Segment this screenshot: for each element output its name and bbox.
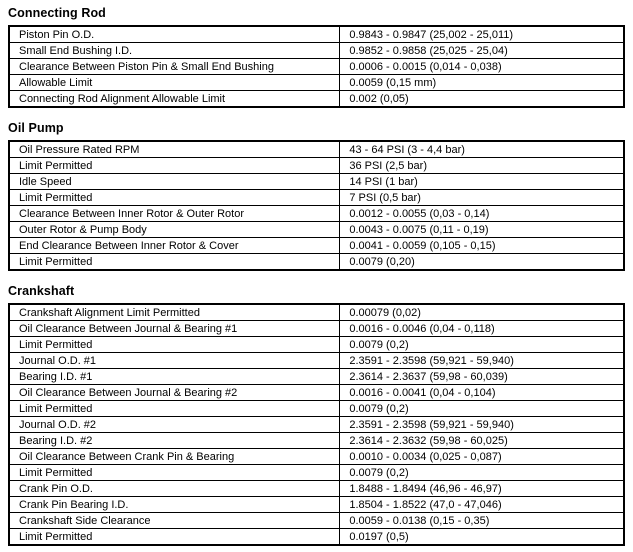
- spec-value: 0.0079 (0,2): [340, 465, 624, 481]
- spec-label: Clearance Between Inner Rotor & Outer Rotor: [9, 206, 340, 222]
- spec-label: Journal O.D. #1: [9, 353, 340, 369]
- table-row: [9, 417, 624, 433]
- spec-label: Bearing I.D. #2: [9, 433, 340, 449]
- section-title-crankshaft: Crankshaft: [8, 284, 75, 298]
- spec-value: 36 PSI (2,5 bar): [340, 158, 624, 174]
- spec-value: 0.0059 (0,15 mm): [340, 75, 624, 91]
- spec-value: 43 - 64 PSI (3 - 4,4 bar): [340, 141, 624, 158]
- spec-label: Clearance Between Piston Pin & Small End Bushing: [9, 59, 340, 75]
- spec-value: 0.0016 - 0.0046 (0,04 - 0,118): [340, 321, 624, 337]
- spec-value: 1.8504 - 1.8522 (47,0 - 47,046): [340, 497, 624, 513]
- spec-value: 0.0010 - 0.0034 (0,025 - 0,087): [340, 449, 624, 465]
- oil-pump-spec-table: [8, 140, 625, 271]
- table-row: [9, 401, 624, 417]
- spec-value: 2.3591 - 2.3598 (59,921 - 59,940): [340, 353, 624, 369]
- spec-label: Limit Permitted: [9, 401, 340, 417]
- section-title-connecting-rod: Connecting Rod: [8, 6, 106, 20]
- table-row: [9, 190, 624, 206]
- spec-value: 0.9843 - 0.9847 (25,002 - 25,011): [340, 26, 624, 43]
- table-row: [9, 353, 624, 369]
- spec-value: 0.0016 - 0.0041 (0,04 - 0,104): [340, 385, 624, 401]
- table-row: [9, 465, 624, 481]
- table-row: [9, 254, 624, 271]
- section-oil-pump: [8, 121, 625, 271]
- spec-value: 0.0079 (0,20): [340, 254, 624, 271]
- spec-value: 0.002 (0,05): [340, 91, 624, 108]
- spec-label: Connecting Rod Alignment Allowable Limit: [9, 91, 340, 108]
- spec-value: 1.8488 - 1.8494 (46,96 - 46,97): [340, 481, 624, 497]
- spec-label: Oil Pressure Rated RPM: [9, 141, 340, 158]
- spec-value: 0.0006 - 0.0015 (0,014 - 0,038): [340, 59, 624, 75]
- table-row: [9, 43, 624, 59]
- spec-label: Outer Rotor & Pump Body: [9, 222, 340, 238]
- connecting-rod-spec-table: [8, 25, 625, 108]
- spec-label: Idle Speed: [9, 174, 340, 190]
- table-row: [9, 59, 624, 75]
- spec-value: 0.0059 - 0.0138 (0,15 - 0,35): [340, 513, 624, 529]
- spec-label: Limit Permitted: [9, 337, 340, 353]
- spec-label: Limit Permitted: [9, 158, 340, 174]
- spec-label: Oil Clearance Between Crank Pin & Bearing: [9, 449, 340, 465]
- spec-value: 0.0041 - 0.0059 (0,105 - 0,15): [340, 238, 624, 254]
- spec-value: 0.0079 (0,2): [340, 401, 624, 417]
- spec-label: Piston Pin O.D.: [9, 26, 340, 43]
- spec-label: Bearing I.D. #1: [9, 369, 340, 385]
- section-title-oil-pump: Oil Pump: [8, 121, 64, 135]
- crankshaft-spec-table: [8, 303, 625, 546]
- spec-value: 0.0079 (0,2): [340, 337, 624, 353]
- table-row: [9, 222, 624, 238]
- table-row: [9, 481, 624, 497]
- spec-label: Crankshaft Side Clearance: [9, 513, 340, 529]
- spec-label: Small End Bushing I.D.: [9, 43, 340, 59]
- section-connecting-rod: [8, 6, 625, 108]
- table-row: [9, 385, 624, 401]
- spec-label: Limit Permitted: [9, 254, 340, 271]
- spec-label: Crank Pin O.D.: [9, 481, 340, 497]
- spec-value: 0.0043 - 0.0075 (0,11 - 0,19): [340, 222, 624, 238]
- spec-label: Limit Permitted: [9, 465, 340, 481]
- spec-label: End Clearance Between Inner Rotor & Cover: [9, 238, 340, 254]
- table-row: [9, 141, 624, 158]
- spec-value: 0.00079 (0,02): [340, 304, 624, 321]
- spec-label: Journal O.D. #2: [9, 417, 340, 433]
- spec-label: Crankshaft Alignment Limit Permitted: [9, 304, 340, 321]
- table-row: [9, 206, 624, 222]
- section-crankshaft: [8, 284, 625, 546]
- table-row: [9, 91, 624, 108]
- spec-value: 2.3614 - 2.3637 (59,98 - 60,039): [340, 369, 624, 385]
- table-row: [9, 497, 624, 513]
- table-row: [9, 238, 624, 254]
- table-row: [9, 369, 624, 385]
- spec-value: 2.3591 - 2.3598 (59,921 - 59,940): [340, 417, 624, 433]
- spec-label: Limit Permitted: [9, 190, 340, 206]
- spec-value: 0.0012 - 0.0055 (0,03 - 0,14): [340, 206, 624, 222]
- spec-value: 0.9852 - 0.9858 (25,025 - 25,04): [340, 43, 624, 59]
- spec-label: Oil Clearance Between Journal & Bearing #2: [9, 385, 340, 401]
- table-row: [9, 337, 624, 353]
- table-row: [9, 158, 624, 174]
- spec-value: 7 PSI (0,5 bar): [340, 190, 624, 206]
- table-row: [9, 321, 624, 337]
- spec-value: 2.3614 - 2.3632 (59,98 - 60,025): [340, 433, 624, 449]
- spec-label: Limit Permitted: [9, 529, 340, 546]
- table-row: [9, 449, 624, 465]
- spec-value: 0.0197 (0,5): [340, 529, 624, 546]
- table-row: [9, 529, 624, 546]
- table-row: [9, 433, 624, 449]
- table-row: [9, 304, 624, 321]
- spec-label: Allowable Limit: [9, 75, 340, 91]
- table-row: [9, 75, 624, 91]
- table-row: [9, 513, 624, 529]
- table-row: [9, 26, 624, 43]
- spec-label: Crank Pin Bearing I.D.: [9, 497, 340, 513]
- spec-label: Oil Clearance Between Journal & Bearing #1: [9, 321, 340, 337]
- spec-value: 14 PSI (1 bar): [340, 174, 624, 190]
- table-row: [9, 174, 624, 190]
